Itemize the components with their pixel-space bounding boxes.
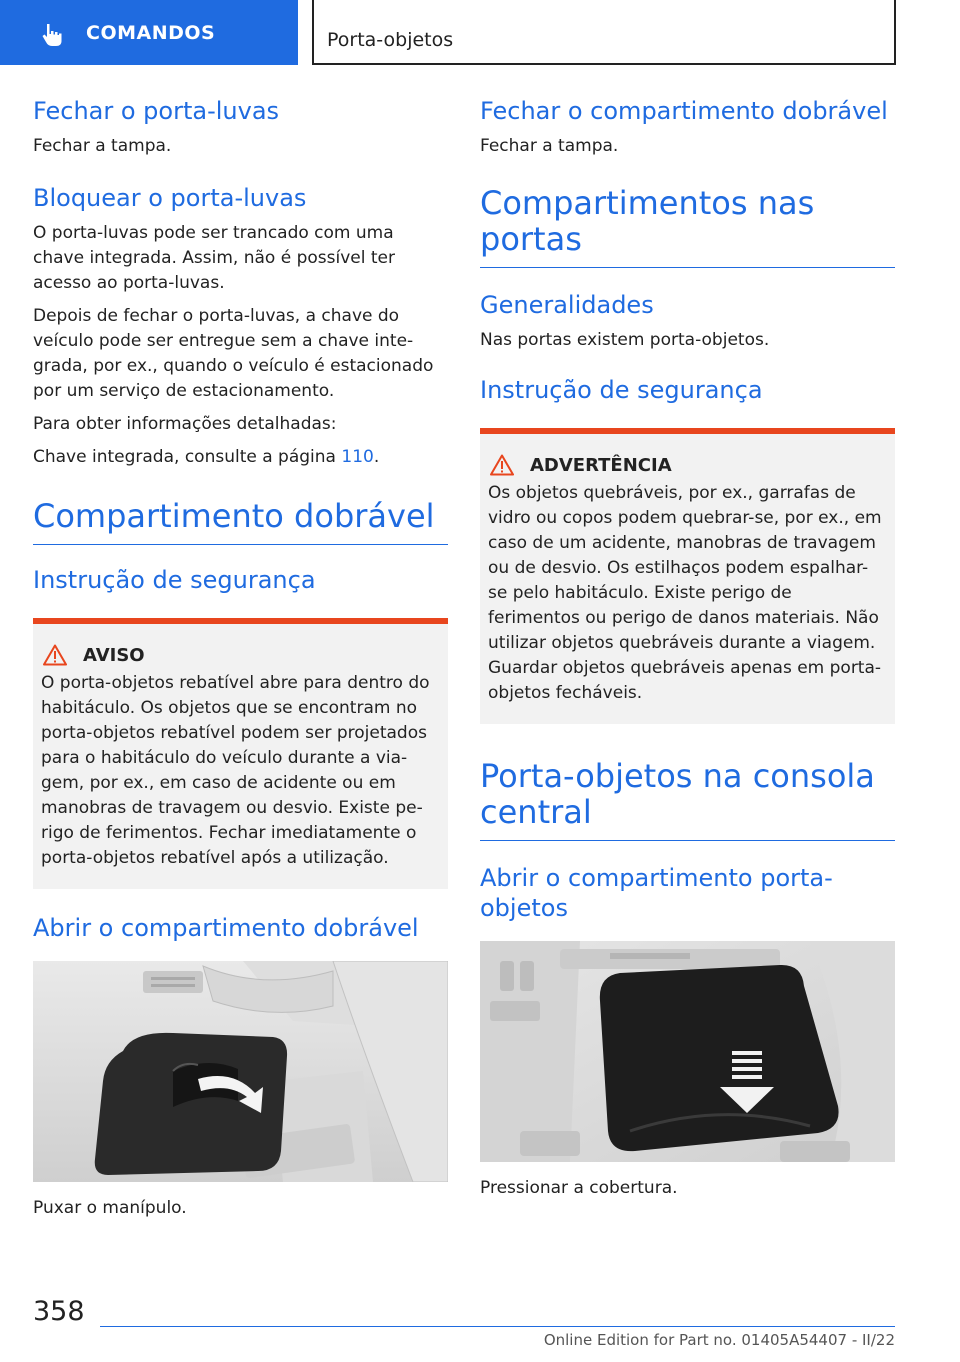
warning-header xyxy=(41,644,440,666)
open-folding-title: Abrir o compartimento dobrável xyxy=(33,914,419,942)
topic-header xyxy=(312,0,896,65)
console-caption: Pressionar a cobertura. xyxy=(480,1178,678,1198)
hand-pointer-icon xyxy=(40,22,66,48)
lock-glovebox-p4 xyxy=(33,445,448,470)
close-glovebox-title: Fechar o porta-luvas xyxy=(33,97,280,125)
open-console-title: Abrir o compartimento porta-objetos xyxy=(480,864,833,922)
folding-safety-title: Instrução de segurança xyxy=(33,566,316,594)
warning-triangle-icon xyxy=(43,644,67,666)
warning-header xyxy=(488,454,887,476)
close-glovebox-text: Fechar a tampa. xyxy=(33,136,172,156)
lock-glovebox-p3: Para obter informações detalhadas: xyxy=(33,414,337,434)
close-folding-title: Fechar o compartimento dobrável xyxy=(480,97,888,125)
footer-divider xyxy=(100,1326,895,1327)
close-folding-text: Fechar a tampa. xyxy=(480,136,619,156)
general-text: Nas portas existem porta-objetos. xyxy=(480,330,770,350)
warning-label: ADVERTÊNCIA xyxy=(530,454,672,476)
center-console-title: Porta-objetos na consola central xyxy=(480,758,895,841)
warning-box xyxy=(33,618,448,889)
section-tab[interactable] xyxy=(0,0,298,65)
page-reference-link[interactable]: 110 xyxy=(341,447,374,467)
warning-triangle-icon xyxy=(490,454,514,476)
lock-glovebox-p2: Depois de fechar o porta-luvas, a chave do veículo pode ser entregue sem a chave integrada, por ex., quando o veículo é estacionado por um serviço de estacionamento. xyxy=(33,306,434,401)
page-number: 358 xyxy=(33,1296,85,1327)
lock-glovebox-title: Bloquear o porta-luvas xyxy=(33,184,307,212)
ref-suffix: . xyxy=(373,447,380,467)
door-safety-title: Instrução de segurança xyxy=(480,376,763,404)
warning-box xyxy=(480,428,895,724)
general-title: Generalidades xyxy=(480,291,654,319)
door-compartments-title: Compartimentos nas portas xyxy=(480,185,895,268)
left-column xyxy=(33,96,448,1221)
warning-label: AVISO xyxy=(83,644,145,666)
topic-label: Porta-objetos xyxy=(327,29,454,51)
edition-footer: Online Edition for Part no. 01405A54407 - II/22 xyxy=(543,1331,895,1349)
ref-prefix: Chave integrada, consulte a página xyxy=(33,447,342,467)
right-column xyxy=(480,96,895,1201)
folding-caption: Puxar o manípulo. xyxy=(33,1198,187,1218)
folding-compartment-photo xyxy=(33,961,448,1182)
warning-text: Os objetos quebráveis, por ex., garrafas de vidro ou copos podem quebrar-se, por ex., em caso de um acidente, manobras de travagem ou de desvio. Os estilhaços podem espalhar-se pelo habitáculo. Existe perigo de ferimentos ou perigo de danos materiais. Não utilizar objetos quebráveis durante a viagem. Guardar objetos quebráveis apenas em porta-objetos fecháveis. xyxy=(488,483,882,703)
section-label: COMANDOS xyxy=(86,22,216,44)
warning-text: O porta-objetos rebatível abre para dentro do habitáculo. Os objetos que se encontram no porta-objetos rebatível podem ser projetados para o habitáculo do veículo durante a viagem, por ex., em caso de acidente ou em manobras de travagem ou desvio. Existe perigo de ferimentos. Fechar imediatamente o porta-objetos rebatível após a utilização. xyxy=(41,673,430,868)
center-console-photo xyxy=(480,941,895,1162)
folding-compartment-title: Compartimento dobrável xyxy=(33,498,448,545)
lock-glovebox-p1: O porta-luvas pode ser trancado com uma chave integrada. Assim, não é possível ter acesso ao porta-luvas. xyxy=(33,223,395,293)
